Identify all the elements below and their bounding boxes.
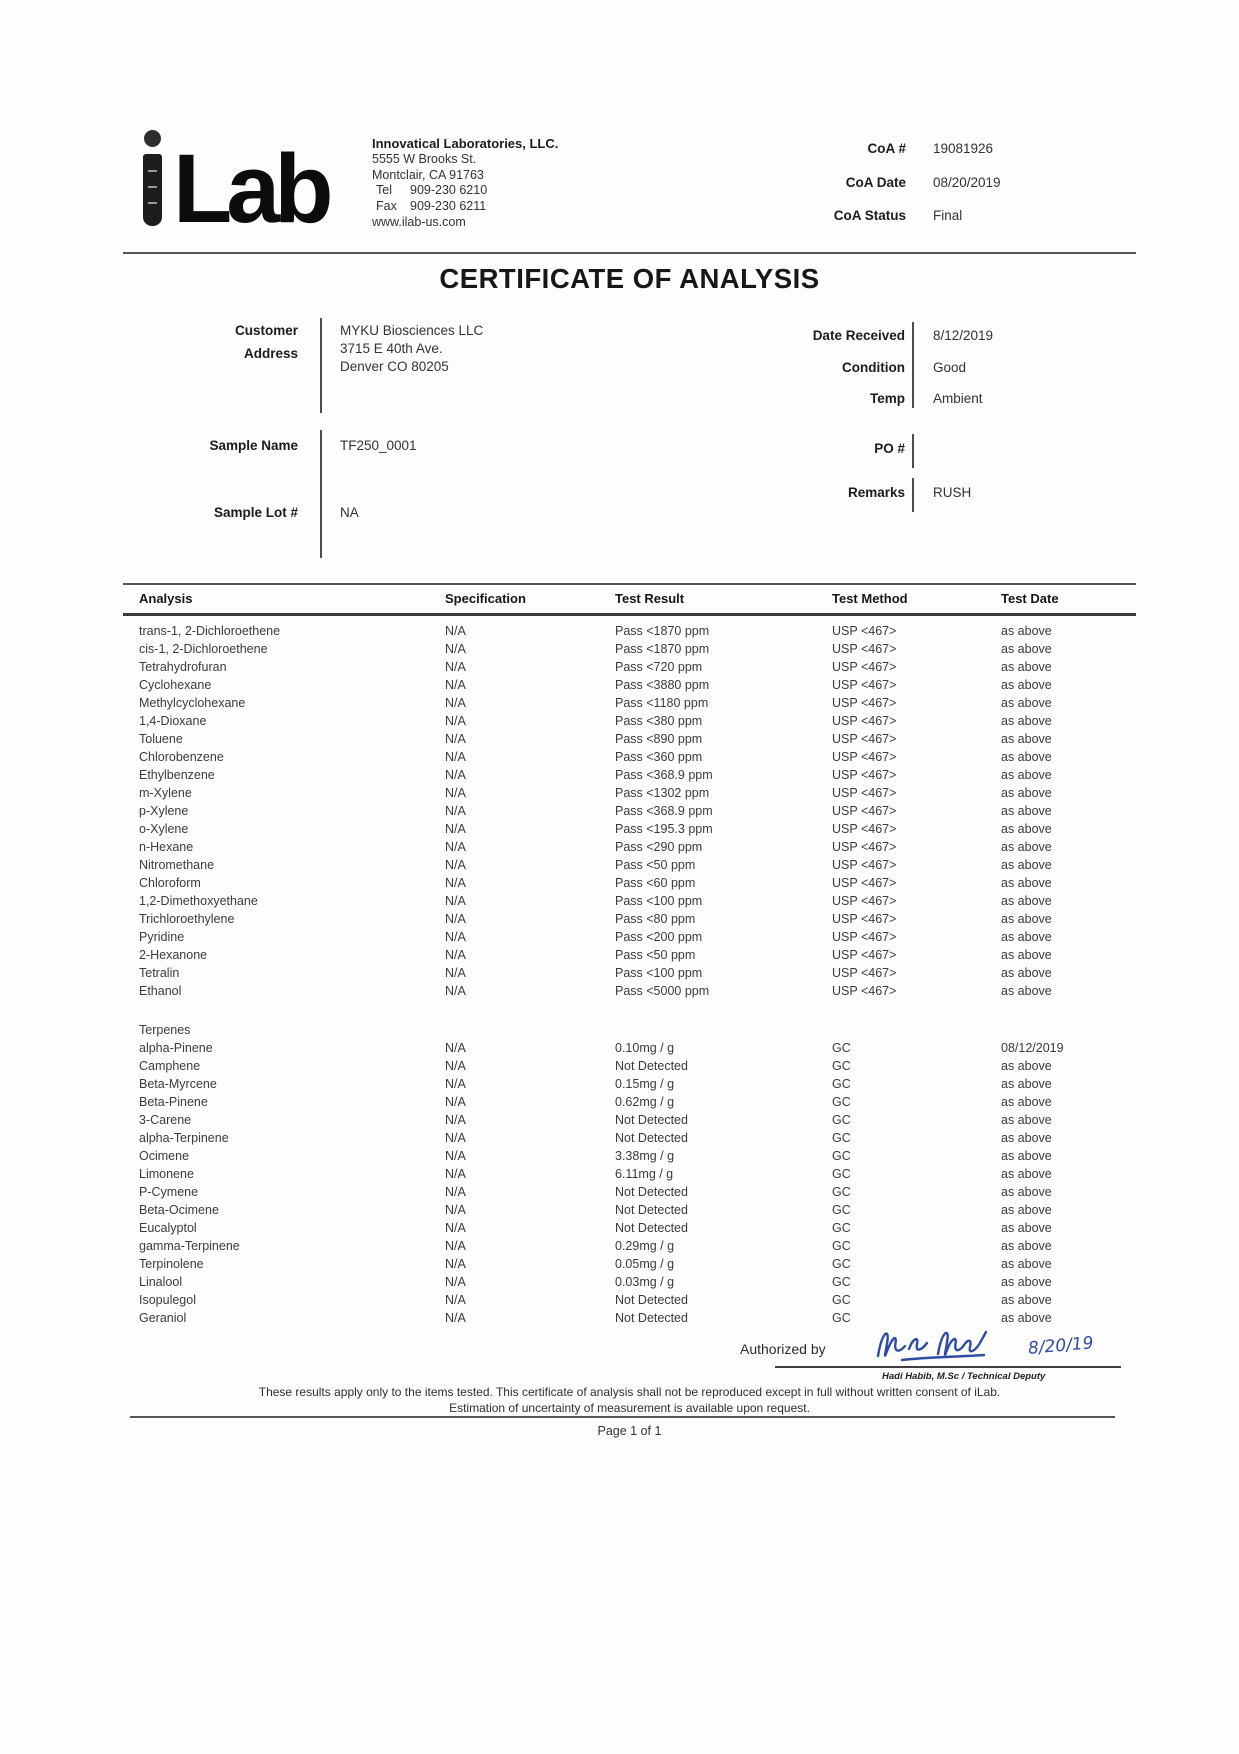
table-cell: N/A bbox=[445, 750, 466, 764]
table-row bbox=[123, 802, 1136, 820]
table-row bbox=[123, 892, 1136, 910]
table-cell: Pass <5000 ppm bbox=[615, 984, 710, 998]
table-cell: as above bbox=[1001, 858, 1052, 872]
table-cell: 3-Carene bbox=[139, 1113, 192, 1127]
divider-po bbox=[912, 434, 914, 468]
table-cell: Pass <720 ppm bbox=[615, 660, 703, 674]
table-row bbox=[123, 982, 1136, 1000]
table-row bbox=[123, 1237, 1136, 1255]
table-cell: as above bbox=[1001, 1095, 1052, 1109]
column-header: Test Result bbox=[615, 591, 685, 606]
table-cell: USP <467> bbox=[832, 750, 897, 764]
table-cell: N/A bbox=[445, 1275, 466, 1289]
table-row bbox=[123, 1255, 1136, 1273]
divider-customer bbox=[320, 318, 322, 413]
table-cell: N/A bbox=[445, 786, 466, 800]
customer-address1: 3715 E 40th Ave. bbox=[340, 341, 443, 356]
table-cell: N/A bbox=[445, 876, 466, 890]
table-cell: USP <467> bbox=[832, 930, 897, 944]
table-cell: Not Detected bbox=[615, 1311, 688, 1325]
table-cell: as above bbox=[1001, 930, 1052, 944]
table-cell: as above bbox=[1001, 876, 1052, 890]
table-cell: Pass <200 ppm bbox=[615, 930, 703, 944]
table-cell: as above bbox=[1001, 1221, 1052, 1235]
table-cell: USP <467> bbox=[832, 714, 897, 728]
table-cell: 0.10mg / g bbox=[615, 1041, 675, 1055]
table-cell: as above bbox=[1001, 1131, 1052, 1145]
table-cell: 0.29mg / g bbox=[615, 1239, 675, 1253]
table-cell: o-Xylene bbox=[139, 822, 189, 836]
table-cell: N/A bbox=[445, 678, 466, 692]
table-cell: Toluene bbox=[139, 732, 183, 746]
remarks-label: Remarks bbox=[847, 485, 905, 500]
date-received-value: 8/12/2019 bbox=[933, 328, 994, 343]
table-cell: Not Detected bbox=[615, 1221, 688, 1235]
customer-address2: Denver CO 80205 bbox=[340, 359, 449, 374]
table-cell: 2-Hexanone bbox=[139, 948, 208, 962]
table-cell: Pass <1870 ppm bbox=[615, 624, 710, 638]
results-table bbox=[123, 583, 1136, 1327]
table-cell: Beta-Myrcene bbox=[139, 1077, 217, 1091]
header-divider bbox=[123, 252, 1136, 254]
table-cell: as above bbox=[1001, 696, 1052, 710]
table-cell: Pass <100 ppm bbox=[615, 966, 703, 980]
table-row bbox=[123, 856, 1136, 874]
sample-lot-label: Sample Lot # bbox=[213, 505, 298, 520]
table-cell: Not Detected bbox=[615, 1203, 688, 1217]
table-cell: P-Cymene bbox=[139, 1185, 199, 1199]
table-cell: USP <467> bbox=[832, 948, 897, 962]
disclaimer-line1: These results apply only to the items tested. This certificate of analysis shall not be reproduced except in full without written consent of iLab. bbox=[258, 1385, 1001, 1399]
table-cell: 0.15mg / g bbox=[615, 1077, 675, 1091]
table-cell: Pass <100 ppm bbox=[615, 894, 703, 908]
table-cell: as above bbox=[1001, 1185, 1052, 1199]
table-row bbox=[123, 820, 1136, 838]
table-cell: N/A bbox=[445, 966, 466, 980]
table-cell: cis-1, 2-Dichloroethene bbox=[139, 642, 268, 656]
table-cell: N/A bbox=[445, 768, 466, 782]
divider-sample bbox=[320, 430, 322, 558]
table-cell: 0.62mg / g bbox=[615, 1095, 675, 1109]
table-cell: alpha-Pinene bbox=[139, 1041, 213, 1055]
table-cell: USP <467> bbox=[832, 822, 897, 836]
table-row bbox=[123, 1273, 1136, 1291]
table-cell: USP <467> bbox=[832, 696, 897, 710]
table-cell: Pass <1180 ppm bbox=[615, 696, 709, 710]
table-cell: GC bbox=[832, 1149, 851, 1163]
signature-date: 8/20/19 bbox=[1027, 1333, 1095, 1359]
table-cell: as above bbox=[1001, 1203, 1052, 1217]
table-cell: GC bbox=[832, 1041, 851, 1055]
table-row bbox=[123, 1111, 1136, 1129]
table-cell: as above bbox=[1001, 1257, 1052, 1271]
fax-number: 909-230 6211 bbox=[410, 199, 487, 214]
table-cell: Pass <290 ppm bbox=[615, 840, 703, 854]
table-cell: Ethanol bbox=[139, 984, 182, 998]
table-cell: GC bbox=[832, 1203, 851, 1217]
table-cell: Cyclohexane bbox=[139, 678, 212, 692]
table-cell: as above bbox=[1001, 1149, 1052, 1163]
lab-fax-line bbox=[372, 199, 558, 215]
table-cell: N/A bbox=[445, 1095, 466, 1109]
signature-ink bbox=[872, 1324, 1022, 1366]
table-cell: GC bbox=[832, 1239, 851, 1253]
divider-remarks bbox=[912, 478, 914, 512]
table-row bbox=[123, 712, 1136, 730]
test-tube-icon bbox=[143, 128, 164, 226]
table-cell: as above bbox=[1001, 1113, 1052, 1127]
po-label: PO # bbox=[874, 441, 905, 456]
address-label: Address bbox=[243, 346, 298, 361]
lab-address-line2: Montclair, CA 91763 bbox=[372, 167, 484, 182]
remarks-value: RUSH bbox=[933, 485, 972, 500]
table-cell: as above bbox=[1001, 660, 1052, 674]
table-row bbox=[123, 622, 1136, 640]
table-row bbox=[123, 676, 1136, 694]
table-cell: as above bbox=[1001, 642, 1052, 656]
table-cell: GC bbox=[832, 1293, 851, 1307]
column-header: Test Date bbox=[1001, 591, 1059, 606]
customer-label: Customer bbox=[234, 323, 298, 338]
coa-date-value: 08/20/2019 bbox=[933, 175, 1001, 190]
table-cell: Not Detected bbox=[615, 1131, 688, 1145]
table-cell: GC bbox=[832, 1311, 851, 1325]
table-cell: GC bbox=[832, 1257, 851, 1271]
table-cell: N/A bbox=[445, 1131, 466, 1145]
page-number: Page 1 of 1 bbox=[597, 1424, 662, 1438]
table-cell: Pass <890 ppm bbox=[615, 732, 703, 746]
table-cell: 6.11mg / g bbox=[615, 1167, 674, 1181]
table-row bbox=[123, 946, 1136, 964]
table-row bbox=[123, 748, 1136, 766]
temp-value: Ambient bbox=[933, 391, 983, 406]
table-cell: Beta-Pinene bbox=[139, 1095, 208, 1109]
table-cell: Tetralin bbox=[139, 966, 180, 980]
table-cell: N/A bbox=[445, 1203, 466, 1217]
table-cell: Pass <368.9 ppm bbox=[615, 768, 713, 782]
sample-lot-value: NA bbox=[340, 505, 359, 520]
table-cell: N/A bbox=[445, 894, 466, 908]
lab-address-line1: 5555 W Brooks St. bbox=[372, 151, 477, 166]
table-cell: 1,2-Dimethoxyethane bbox=[139, 894, 258, 908]
table-row bbox=[123, 1165, 1136, 1183]
table-section-label: Terpenes bbox=[139, 1023, 191, 1037]
table-row bbox=[123, 658, 1136, 676]
table-cell: N/A bbox=[445, 822, 466, 836]
table-cell: USP <467> bbox=[832, 732, 897, 746]
table-cell: as above bbox=[1001, 624, 1052, 638]
divider-received bbox=[912, 322, 914, 408]
table-row bbox=[123, 928, 1136, 946]
coa-number-value: 19081926 bbox=[933, 141, 994, 156]
table-cell: N/A bbox=[445, 930, 466, 944]
table-cell: Pass <1302 ppm bbox=[615, 786, 710, 800]
table-cell: N/A bbox=[445, 1257, 466, 1271]
table-cell: as above bbox=[1001, 822, 1052, 836]
signature-line bbox=[775, 1366, 1121, 1368]
table-cell: N/A bbox=[445, 732, 466, 746]
table-cell: 3.38mg / g bbox=[615, 1149, 675, 1163]
table-row bbox=[123, 1093, 1136, 1111]
table-cell: USP <467> bbox=[832, 804, 897, 818]
table-cell: USP <467> bbox=[832, 786, 897, 800]
table-row bbox=[123, 1147, 1136, 1165]
table-cell: N/A bbox=[445, 840, 466, 854]
table-cell: Pyridine bbox=[139, 930, 185, 944]
table-row bbox=[123, 766, 1136, 784]
lab-info-block bbox=[372, 136, 558, 231]
table-row bbox=[123, 694, 1136, 712]
date-received-label: Date Received bbox=[812, 328, 905, 343]
table-row bbox=[123, 784, 1136, 802]
table-cell: as above bbox=[1001, 804, 1052, 818]
table-cell: Pass <60 ppm bbox=[615, 876, 696, 890]
table-cell: N/A bbox=[445, 1311, 466, 1325]
table-cell: as above bbox=[1001, 840, 1052, 854]
table-cell: as above bbox=[1001, 894, 1052, 908]
coa-date-label: CoA Date bbox=[845, 175, 906, 190]
table-cell: n-Hexane bbox=[139, 840, 194, 854]
table-cell: Isopulegol bbox=[139, 1293, 196, 1307]
logo-text: Lab bbox=[173, 134, 328, 244]
temp-label: Temp bbox=[869, 391, 905, 406]
table-cell: as above bbox=[1001, 1167, 1052, 1181]
table-row bbox=[123, 964, 1136, 982]
table-cell: N/A bbox=[445, 696, 466, 710]
table-cell: as above bbox=[1001, 750, 1052, 764]
table-cell: Pass <195.3 ppm bbox=[615, 822, 713, 836]
table-cell: Pass <80 ppm bbox=[615, 912, 696, 926]
table-cell: as above bbox=[1001, 714, 1052, 728]
table-cell: Chloroform bbox=[139, 876, 201, 890]
table-cell: as above bbox=[1001, 912, 1052, 926]
table-row bbox=[123, 1183, 1136, 1201]
table-cell: as above bbox=[1001, 966, 1052, 980]
table-cell: USP <467> bbox=[832, 984, 897, 998]
table-row bbox=[123, 1039, 1136, 1057]
table-cell: as above bbox=[1001, 1293, 1052, 1307]
table-cell: Pass <50 ppm bbox=[615, 948, 696, 962]
table-cell: Eucalyptol bbox=[139, 1221, 197, 1235]
table-cell: Terpinolene bbox=[139, 1257, 204, 1271]
table-cell: Methylcyclohexane bbox=[139, 696, 246, 710]
table-cell: Pass <380 ppm bbox=[615, 714, 703, 728]
table-cell: Pass <3880 ppm bbox=[615, 678, 710, 692]
table-cell: N/A bbox=[445, 660, 466, 674]
table-cell: Limonene bbox=[139, 1167, 194, 1181]
table-cell: USP <467> bbox=[832, 966, 897, 980]
table-cell: USP <467> bbox=[832, 876, 897, 890]
table-cell: as above bbox=[1001, 1059, 1052, 1073]
table-cell: Pass <360 ppm bbox=[615, 750, 703, 764]
table-row bbox=[123, 1057, 1136, 1075]
table-cell: Trichloroethylene bbox=[139, 912, 235, 926]
table-row bbox=[123, 1075, 1136, 1093]
table-cell: USP <467> bbox=[832, 678, 897, 692]
coa-status-label: CoA Status bbox=[833, 208, 906, 223]
table-cell: as above bbox=[1001, 1239, 1052, 1253]
table-cell: Pass <368.9 ppm bbox=[615, 804, 713, 818]
table-row bbox=[123, 730, 1136, 748]
table-cell: Chlorobenzene bbox=[139, 750, 224, 764]
table-cell: N/A bbox=[445, 1059, 466, 1073]
table-cell: Pass <1870 ppm bbox=[615, 642, 710, 656]
table-cell: N/A bbox=[445, 714, 466, 728]
column-header: Specification bbox=[445, 591, 526, 606]
table-cell: N/A bbox=[445, 1041, 466, 1055]
table-cell: USP <467> bbox=[832, 642, 897, 656]
table-cell: USP <467> bbox=[832, 660, 897, 674]
table-cell: GC bbox=[832, 1059, 851, 1073]
table-cell: gamma-Terpinene bbox=[139, 1239, 240, 1253]
table-cell: USP <467> bbox=[832, 624, 897, 638]
table-cell: Not Detected bbox=[615, 1113, 688, 1127]
table-cell: Ethylbenzene bbox=[139, 768, 215, 782]
footer-rule bbox=[130, 1416, 1115, 1418]
sample-name-label: Sample Name bbox=[209, 438, 298, 453]
table-cell: 0.05mg / g bbox=[615, 1257, 675, 1271]
customer-name: MYKU Biosciences LLC bbox=[340, 323, 484, 338]
table-cell: N/A bbox=[445, 1293, 466, 1307]
condition-label: Condition bbox=[842, 360, 905, 375]
table-row bbox=[123, 910, 1136, 928]
table-cell: N/A bbox=[445, 1239, 466, 1253]
coa-number-label: CoA # bbox=[867, 141, 906, 156]
table-cell: Ocimene bbox=[139, 1149, 190, 1163]
fax-label: Fax bbox=[376, 199, 397, 214]
table-cell: 1,4-Dioxane bbox=[139, 714, 207, 728]
table-cell: Beta-Ocimene bbox=[139, 1203, 219, 1217]
table-cell: Geraniol bbox=[139, 1311, 187, 1325]
table-cell: trans-1, 2-Dichloroethene bbox=[139, 624, 281, 638]
table-cell: USP <467> bbox=[832, 894, 897, 908]
table-cell: N/A bbox=[445, 804, 466, 818]
table-row bbox=[123, 838, 1136, 856]
tel-number: 909-230 6210 bbox=[410, 183, 488, 198]
table-cell: Camphene bbox=[139, 1059, 201, 1073]
table-cell: p-Xylene bbox=[139, 804, 189, 818]
table-cell: N/A bbox=[445, 1167, 466, 1181]
ilab-logo bbox=[143, 126, 328, 244]
table-cell: Pass <50 ppm bbox=[615, 858, 696, 872]
table-cell: USP <467> bbox=[832, 912, 897, 926]
table-cell: N/A bbox=[445, 858, 466, 872]
table-cell: N/A bbox=[445, 948, 466, 962]
table-cell: Not Detected bbox=[615, 1293, 688, 1307]
table-cell: 0.03mg / g bbox=[615, 1275, 675, 1289]
table-cell: N/A bbox=[445, 984, 466, 998]
table-row bbox=[123, 1219, 1136, 1237]
table-cell: as above bbox=[1001, 1275, 1052, 1289]
lab-name: Innovatical Laboratories, LLC. bbox=[372, 136, 559, 151]
table-cell: Nitromethane bbox=[139, 858, 215, 872]
table-cell: as above bbox=[1001, 1077, 1052, 1091]
table-cell: GC bbox=[832, 1095, 851, 1109]
table-cell: N/A bbox=[445, 1077, 466, 1091]
table-cell: 08/12/2019 bbox=[1001, 1041, 1064, 1055]
table-row bbox=[123, 1291, 1136, 1309]
table-row bbox=[123, 874, 1136, 892]
table-cell: GC bbox=[832, 1221, 851, 1235]
table-cell: USP <467> bbox=[832, 858, 897, 872]
page-title: CERTIFICATE OF ANALYSIS bbox=[439, 263, 820, 294]
table-cell: m-Xylene bbox=[139, 786, 192, 800]
coa-status-value: Final bbox=[933, 208, 963, 223]
table-cell: as above bbox=[1001, 678, 1052, 692]
table-cell: GC bbox=[832, 1113, 851, 1127]
table-cell: N/A bbox=[445, 1149, 466, 1163]
table-cell: GC bbox=[832, 1167, 851, 1181]
table-cell: GC bbox=[832, 1185, 851, 1199]
table-cell: N/A bbox=[445, 1221, 466, 1235]
table-cell: GC bbox=[832, 1131, 851, 1145]
table-cell: GC bbox=[832, 1077, 851, 1091]
table-cell: as above bbox=[1001, 1311, 1052, 1325]
table-cell: USP <467> bbox=[832, 840, 897, 854]
table-cell: as above bbox=[1001, 948, 1052, 962]
table-cell: Linalool bbox=[139, 1275, 183, 1289]
table-row bbox=[123, 640, 1136, 658]
lab-tel-line bbox=[372, 183, 558, 199]
table-row bbox=[123, 1129, 1136, 1147]
table-header-row bbox=[123, 585, 1136, 613]
column-header: Analysis bbox=[139, 591, 193, 606]
table-cell: N/A bbox=[445, 624, 466, 638]
table-cell: Not Detected bbox=[615, 1059, 688, 1073]
table-cell: as above bbox=[1001, 732, 1052, 746]
table-cell: alpha-Terpinene bbox=[139, 1131, 229, 1145]
table-cell: as above bbox=[1001, 786, 1052, 800]
table-cell: N/A bbox=[445, 1113, 466, 1127]
column-header: Test Method bbox=[832, 591, 908, 606]
tel-label: Tel bbox=[376, 183, 392, 198]
lab-website: www.ilab-us.com bbox=[372, 214, 466, 229]
table-cell: as above bbox=[1001, 768, 1052, 782]
table-cell: N/A bbox=[445, 912, 466, 926]
table-cell: USP <467> bbox=[832, 768, 897, 782]
table-cell: Tetrahydrofuran bbox=[139, 660, 227, 674]
table-body bbox=[123, 616, 1136, 1327]
table-row bbox=[123, 1201, 1136, 1219]
sample-name-value: TF250_0001 bbox=[340, 438, 417, 453]
table-cell: Not Detected bbox=[615, 1185, 688, 1199]
condition-value: Good bbox=[933, 360, 967, 375]
table-cell: GC bbox=[832, 1275, 851, 1289]
table-cell: N/A bbox=[445, 642, 466, 656]
disclaimer-line2: Estimation of uncertainty of measurement is available upon request. bbox=[449, 1401, 810, 1415]
authorized-by-label: Authorized by bbox=[740, 1341, 826, 1357]
table-cell: N/A bbox=[445, 1185, 466, 1199]
signer-title: Hadi Habib, M.Sc / Technical Deputy bbox=[882, 1371, 1046, 1382]
table-cell: as above bbox=[1001, 984, 1052, 998]
